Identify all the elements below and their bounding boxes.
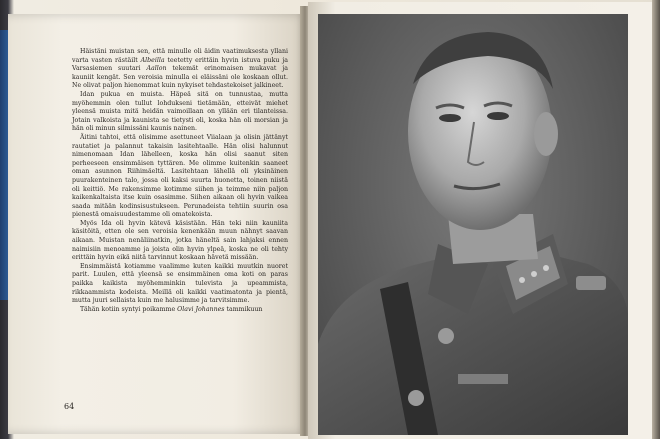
portrait-illustration: [318, 14, 628, 435]
italic-name-2: Aallon: [146, 65, 167, 73]
paragraph-6: Tähän kotiin syntyi poikamme Olavi Johannes tammikuun: [80, 305, 263, 313]
italic-name-1: Albeilla: [140, 56, 165, 64]
cover-edge: [0, 30, 8, 300]
paragraph-2: Idan pukua en muista. Häpeä sitä on tunnustaa, mutta myöhemmin olen tullut lohdukseni tietämään, etteivät miehet yleensä muista mitä heidän vaimoillaan on yllään eri tilanteissa. Jotain valkoista ja kaunista se tietysti oli, koska hän oli morsian ja hän oli minun silmissäni kaunis nainen.: [72, 90, 288, 133]
portrait-photo: [318, 14, 628, 435]
page-edge-right: [652, 0, 660, 439]
page-text: [72, 48, 288, 388]
italic-name-3: Olavi Johannes: [177, 305, 225, 313]
paragraph-1: Häistäni muistan sen, että minulle oli äidin vaatimuksesta yllani varta vasten rästäilt Albeilla teetetty erittäin hyvin istuva puku ja Varsasiemen suutari Aallon tekemät erinomaisen mukavat ja kauniit kengät. Sen veroisia minulla ei eläissäni ole koskaan ollut. Ne olivat paljon hienommat kuin nykyiset tehdastekoiset jalkineet.: [72, 48, 288, 90]
paragraph-3: Äitini tahtoi, että olisimme asettuneet Viialaan ja olisin jättänyt rautatiet ja palannut takaisin lasitehtaalle. Hän olisi halunnut nimenomaan Idan lähelleen, koska hän olisi saanut siten perheeseen ensimmäisen tyttären. Me olimme kuitenkin saaneet oman asunnon Riihimäeltä. Lasitehtaan lähellä oli yksinäinen puurakenteinen talo, jossa oli kaksi suurta huonetta, toinen niistä oli keittiö. Me rakensimme kotimme siihen ja teimme niin paljon kaikenkaltaista itse kuin osasimme. Siihen aikaan oli hyvin vaikea saada mitään kodinsisustukseen. Perunadeista tehtiin suurin osa pienestä omaisuudestamme oli omatekoista.: [72, 133, 288, 219]
paragraph-5: Ensimmäistä kotiamme vaalimme kuten kaikki muutkin nuoret parit. Luulen, että yleensä se ensimmäinen oma koti on paras paikka kaikista myöhemminkin tulevista ja upeammista, rikkaammista kodeista. Meillä oli kaikki vaatimatonta ja pientä, mutta juuri sellaista kuin me halusimme ja tarvitsimme.: [72, 262, 288, 305]
page-number: 64: [64, 402, 75, 411]
paragraph-4: Myös Ida oli hyvin kätevä käsistään. Hän teki niin kauniita käsitöitä, etten ole sen veroisia kenenkään muun nähnyt saavan aikaan. Muistan nenäliinatkin, jotka häneltä sain lahjaksi ennen naimisiin menoamme ja joista olin hyvin ylpeä, koska ne oli tehty erittäin hyvin eikä niitä tarvinnut koskaan hävetä missään.: [72, 219, 288, 262]
